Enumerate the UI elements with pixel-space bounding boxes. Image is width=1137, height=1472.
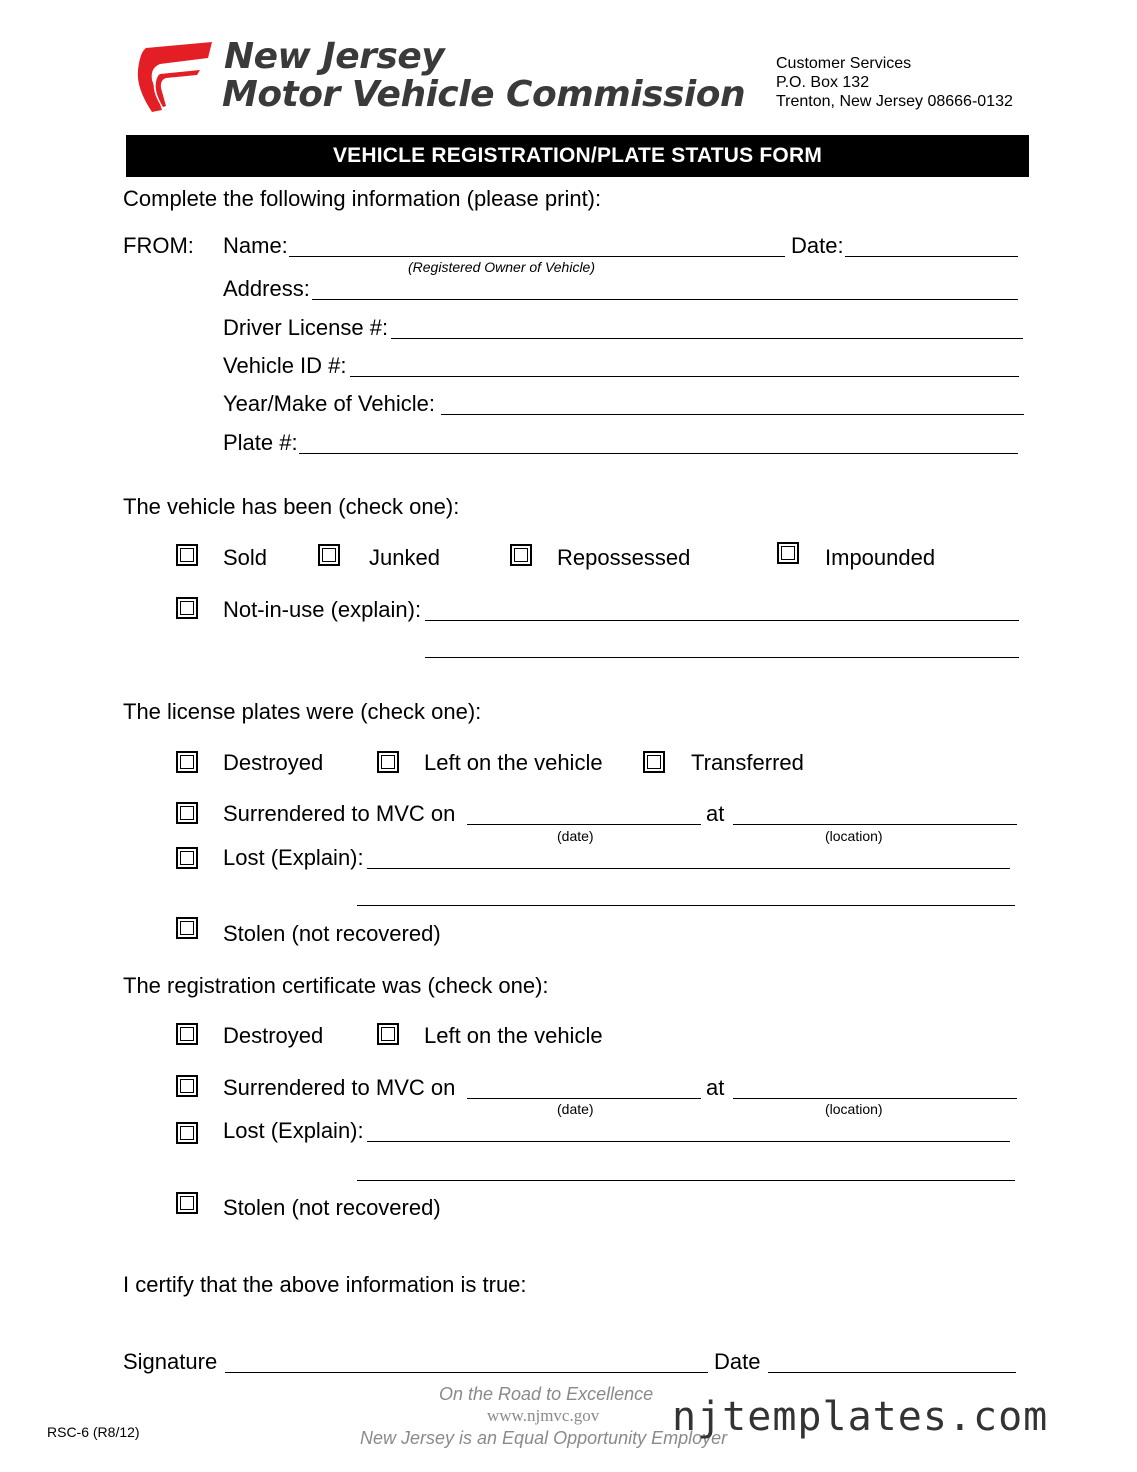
name-hint: (Registered Owner of Vehicle): [408, 259, 596, 275]
watermark-text: njtemplates.com: [672, 1394, 1049, 1440]
reg-lost-explain-field-2[interactable]: [357, 1180, 1015, 1181]
signature-date-label: Date: [714, 1349, 761, 1374]
plates-left-checkbox[interactable]: [377, 751, 399, 773]
plates-destroyed-checkbox[interactable]: [176, 751, 198, 773]
reg-lost-label: Lost (Explain):: [223, 1118, 364, 1143]
address-field[interactable]: [312, 299, 1018, 300]
reg-stolen-label: Stolen (not recovered): [223, 1195, 441, 1220]
reg-surrendered-location-field[interactable]: [733, 1098, 1017, 1099]
plates-lost-explain-field-2[interactable]: [357, 905, 1015, 906]
repossessed-checkbox[interactable]: [510, 544, 532, 566]
junked-checkbox[interactable]: [318, 544, 340, 566]
not-in-use-explain-field-2[interactable]: [425, 657, 1019, 658]
plates-surrendered-label: Surrendered to MVC on: [223, 801, 456, 826]
plates-surrendered-date-field[interactable]: [467, 824, 701, 825]
impounded-label: Impounded: [825, 545, 936, 570]
not-in-use-label: Not-in-use (explain):: [223, 597, 422, 622]
from-label: FROM:: [123, 233, 194, 258]
date-label: Date:: [791, 233, 844, 258]
footer-website: www.njmvc.gov: [487, 1406, 600, 1425]
plates-lost-checkbox[interactable]: [176, 847, 198, 869]
certify-text: I certify that the above information is true:: [123, 1272, 527, 1297]
sold-checkbox[interactable]: [176, 544, 198, 566]
plates-stolen-checkbox[interactable]: [176, 917, 198, 939]
plates-at-label: at: [706, 801, 725, 826]
reg-lost-checkbox[interactable]: [176, 1122, 198, 1144]
name-field[interactable]: [289, 256, 785, 257]
reg-surrendered-label: Surrendered to MVC on: [223, 1075, 456, 1100]
plates-surrendered-checkbox[interactable]: [176, 802, 198, 824]
reg-surrendered-date-field[interactable]: [467, 1098, 701, 1099]
footer-motto: On the Road to Excellence: [439, 1384, 654, 1404]
vehicle-section-heading: The vehicle has been (check one):: [123, 494, 460, 519]
plates-section-heading: The license plates were (check one):: [123, 699, 482, 724]
reg-left-label: Left on the vehicle: [424, 1023, 603, 1048]
not-in-use-checkbox[interactable]: [176, 597, 198, 619]
reg-destroyed-checkbox[interactable]: [176, 1023, 198, 1045]
signature-field[interactable]: [225, 1372, 708, 1373]
njmvc-logo-mark-icon: [132, 40, 214, 114]
address-line-3: Trenton, New Jersey 08666-0132: [776, 93, 1013, 110]
plates-destroyed-label: Destroyed: [223, 750, 324, 775]
driver-license-field[interactable]: [391, 338, 1023, 339]
plates-location-hint: (location): [825, 828, 883, 844]
driver-license-label: Driver License #:: [223, 315, 389, 340]
form-code: RSC-6 (R8/12): [47, 1424, 140, 1440]
reg-location-hint: (location): [825, 1101, 883, 1117]
plates-left-label: Left on the vehicle: [424, 750, 603, 775]
address-line-1: Customer Services: [776, 55, 912, 72]
not-in-use-explain-field[interactable]: [425, 620, 1019, 621]
reg-left-checkbox[interactable]: [377, 1023, 399, 1045]
reg-date-hint: (date): [557, 1101, 594, 1117]
repossessed-label: Repossessed: [557, 545, 691, 570]
reg-stolen-checkbox[interactable]: [176, 1192, 198, 1214]
plates-transferred-label: Transferred: [691, 750, 804, 775]
plates-transferred-checkbox[interactable]: [643, 751, 665, 773]
plate-field[interactable]: [299, 453, 1018, 454]
registration-section-heading: The registration certificate was (check one):: [123, 973, 549, 998]
sold-label: Sold: [223, 545, 268, 570]
date-field[interactable]: [845, 256, 1018, 257]
year-make-field[interactable]: [441, 414, 1024, 415]
address-label: Address:: [223, 276, 310, 301]
reg-destroyed-label: Destroyed: [223, 1023, 324, 1048]
impounded-checkbox[interactable]: [777, 542, 799, 564]
name-label: Name:: [223, 233, 288, 258]
form-title-banner: VEHICLE REGISTRATION/PLATE STATUS FORM: [126, 135, 1029, 177]
plates-date-hint: (date): [557, 828, 594, 844]
intro-text: Complete the following information (please print):: [123, 186, 602, 211]
plates-surrendered-location-field[interactable]: [733, 824, 1017, 825]
address-line-2: P.O. Box 132: [776, 74, 870, 91]
plate-label: Plate #:: [223, 430, 298, 455]
reg-lost-explain-field[interactable]: [367, 1141, 1010, 1142]
logo-line-2: Motor Vehicle Commission: [222, 74, 746, 115]
junked-label: Junked: [369, 545, 440, 570]
footer-employer: New Jersey is an Equal Opportunity Employer: [360, 1428, 728, 1448]
plates-lost-label: Lost (Explain):: [223, 845, 364, 870]
year-make-label: Year/Make of Vehicle:: [223, 391, 435, 416]
reg-surrendered-checkbox[interactable]: [176, 1075, 198, 1097]
reg-at-label: at: [706, 1075, 725, 1100]
vehicle-id-label: Vehicle ID #:: [223, 353, 347, 378]
plates-lost-explain-field[interactable]: [367, 868, 1010, 869]
plates-stolen-label: Stolen (not recovered): [223, 921, 441, 946]
signature-label: Signature: [123, 1349, 218, 1374]
logo-line-1: New Jersey: [224, 36, 445, 77]
signature-date-field[interactable]: [768, 1372, 1016, 1373]
vehicle-id-field[interactable]: [350, 376, 1019, 377]
